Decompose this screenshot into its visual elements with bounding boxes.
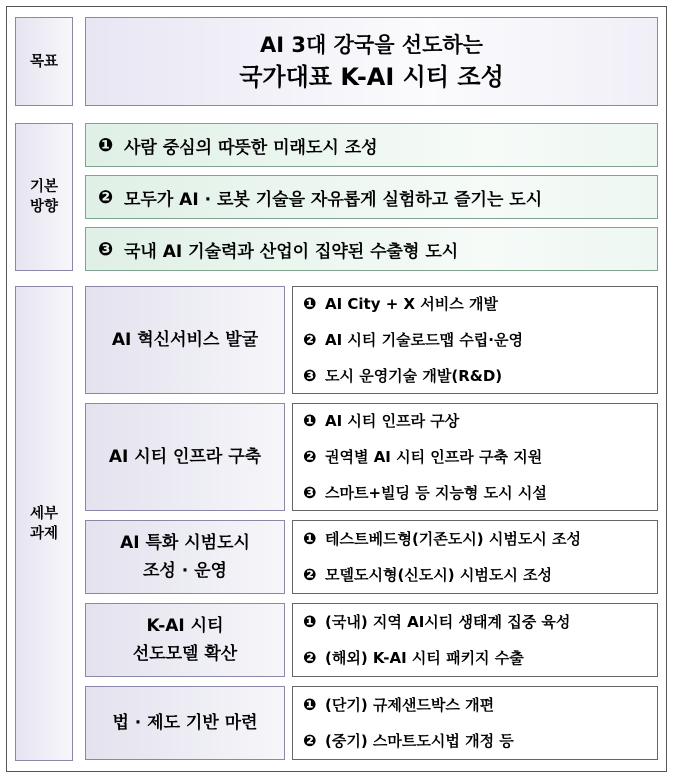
task-item [303, 475, 547, 511]
task-item [303, 521, 581, 557]
task-category-line-2: 선도모델 확산 [132, 644, 238, 664]
task-items [292, 286, 658, 394]
task-category-line-1: AI 시티 인프라 구축 [108, 447, 262, 467]
goal-label-text: 목표 [29, 53, 58, 70]
direction-item [85, 123, 658, 167]
task-item-text: 스마트+빌딩 등 지능형 도시 시설 [325, 484, 547, 502]
task-item-text: 권역별 AI 시티 인프라 구축 지원 [325, 448, 543, 466]
task-item-marker: ❶ [303, 294, 317, 313]
task-item-text: (중기) 스마트도시법 개정 등 [325, 732, 514, 750]
goal-line-1: AI 3대 강국을 선도하는 [260, 32, 483, 57]
task-category [85, 686, 285, 760]
direction-label [15, 123, 73, 271]
goal-line-2: 국가대표 K-AI 시티 조성 [239, 62, 504, 91]
task-item-marker: ❷ [303, 330, 317, 349]
task-item-text: AI 시티 인프라 구상 [325, 412, 460, 430]
task-item-text: AI 시티 기술로드맵 수립·운영 [325, 331, 523, 349]
task-item [303, 557, 552, 593]
task-items [292, 403, 658, 511]
task-item-marker: ❶ [303, 411, 317, 430]
task-item-text: (단기) 규제샌드박스 개편 [325, 696, 495, 714]
task-item [303, 322, 523, 358]
tasks-label-line-2: 과제 [29, 525, 58, 542]
direction-label-line-2: 방향 [29, 199, 58, 215]
task-category [85, 286, 285, 394]
goal-label [15, 17, 73, 106]
task-category-line-1: K-AI 시티 [146, 616, 224, 636]
goal-statement [85, 17, 658, 106]
direction-text: 모두가 AI · 로봇 기술을 자유롭게 실험하고 즐기는 도시 [124, 189, 543, 210]
task-item-marker: ❷ [303, 447, 317, 466]
task-item [303, 640, 524, 676]
task-item-text: 도시 운영기술 개발(R&D) [325, 367, 503, 385]
direction-text: 국내 AI 기술력과 산업이 집약된 수출형 도시 [124, 241, 459, 262]
task-item-text: (해외) K-AI 시티 패키지 수출 [325, 649, 524, 667]
task-item-marker: ❷ [303, 565, 317, 584]
task-item-text: 모델도시형(신도시) 시범도시 조성 [325, 566, 553, 584]
task-item [303, 358, 502, 394]
task-item-marker: ❸ [303, 483, 317, 502]
task-category-line-1: 법 · 제도 기반 마련 [112, 713, 258, 733]
task-category-line-2: 조성 · 운영 [143, 561, 227, 581]
task-item [303, 687, 494, 723]
task-item [303, 286, 498, 322]
tasks-label-line-1: 세부 [29, 505, 58, 522]
task-item-text: 테스트베드형(기존도시) 시범도시 조성 [325, 530, 581, 548]
task-item-text: AI City + X 서비스 개발 [325, 295, 498, 313]
task-category-line-1: AI 특화 시범도시 [120, 533, 250, 553]
direction-marker: ❶ [98, 134, 114, 156]
task-category [85, 603, 285, 677]
tasks-label [15, 286, 73, 761]
direction-marker: ❸ [98, 238, 114, 260]
direction-text: 사람 중심의 따뜻한 미래도시 조성 [124, 137, 378, 158]
task-item [303, 403, 459, 439]
task-item-marker: ❷ [303, 731, 317, 750]
task-item-marker: ❸ [303, 366, 317, 385]
task-items [292, 603, 658, 677]
task-items [292, 520, 658, 594]
task-item [303, 439, 542, 475]
task-items [292, 686, 658, 760]
task-category [85, 403, 285, 511]
direction-marker: ❷ [98, 186, 114, 208]
task-item-marker: ❷ [303, 648, 317, 667]
task-item-marker: ❶ [303, 612, 317, 631]
direction-item [85, 227, 658, 271]
task-category-line-1: AI 혁신서비스 발굴 [111, 330, 259, 350]
task-item-marker: ❶ [303, 529, 317, 548]
task-item-text: (국내) 지역 AI시티 생태계 집중 육성 [325, 613, 571, 631]
task-item-marker: ❶ [303, 695, 317, 714]
direction-label-line-1: 기본 [29, 179, 58, 195]
direction-item [85, 175, 658, 219]
task-category [85, 520, 285, 594]
task-item [303, 723, 514, 759]
task-item [303, 604, 570, 640]
